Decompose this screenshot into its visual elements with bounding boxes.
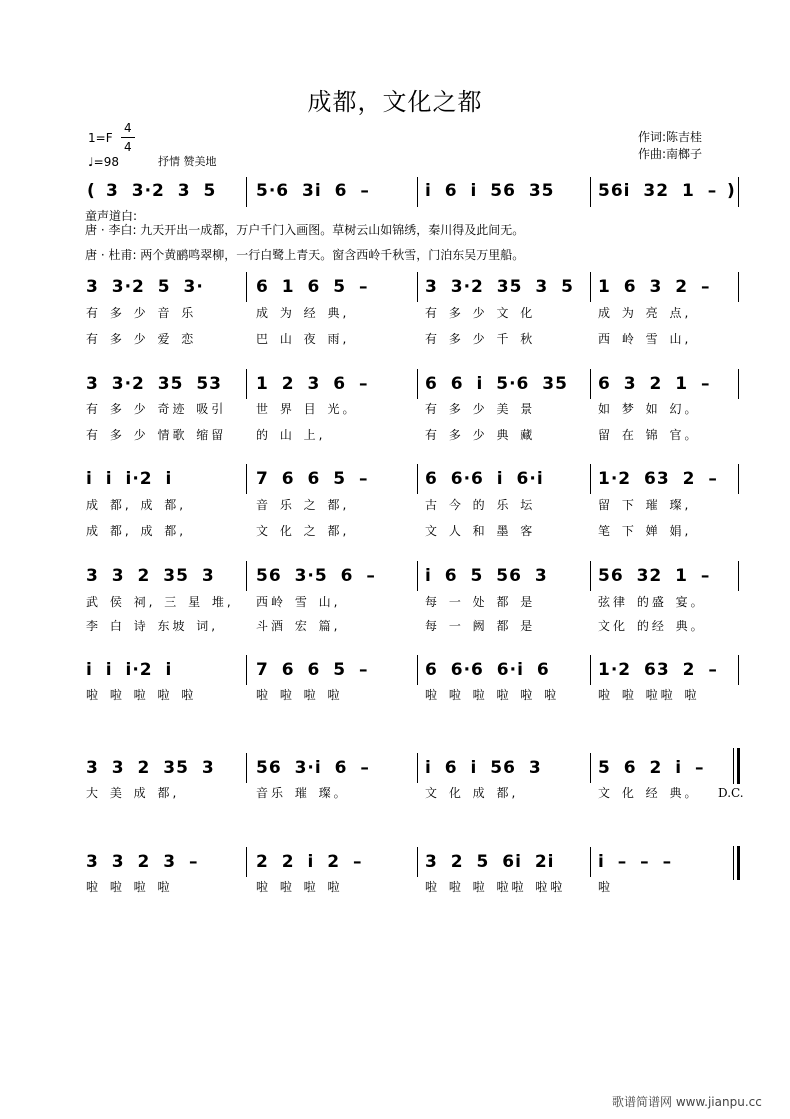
barline bbox=[590, 753, 591, 783]
final-barline-thin bbox=[733, 846, 734, 880]
lyric: 音乐 璀 璨。 bbox=[256, 786, 349, 800]
measure: i 6 5 56 3 bbox=[425, 566, 548, 586]
lyric: 西 岭 雪 山, bbox=[598, 332, 692, 346]
lyric: 斗酒 宏 篇, bbox=[256, 619, 341, 633]
measure: 6 6 i 5·6 35 bbox=[425, 374, 568, 394]
narration-line: 唐 · 李白: 九天开出一成都，万户千门入画图。草树云山如锦绣，秦川得及此间无。 bbox=[85, 223, 525, 237]
lyric: 音 乐 之 都, bbox=[256, 498, 350, 512]
measure: 3 2 5 6i 2i bbox=[425, 852, 555, 872]
lyric: 古 今 的 乐 坛 bbox=[425, 498, 536, 512]
time-signature-bottom: 4 bbox=[124, 140, 132, 154]
lyric: 啦 啦 啦 啦 bbox=[256, 688, 343, 702]
measure: 56 3·5 6 – bbox=[256, 566, 376, 586]
intro-measure-4: 56i 32 1 – bbox=[598, 181, 718, 201]
barline bbox=[417, 655, 418, 685]
lyric: 文 化 经 典。 bbox=[598, 786, 700, 800]
barline bbox=[417, 464, 418, 494]
intro-measure-3: i 6 i 56 35 bbox=[425, 181, 555, 201]
barline bbox=[246, 272, 247, 302]
final-barline-thin bbox=[733, 748, 734, 784]
barline bbox=[417, 561, 418, 591]
lyric: 每 一 处 都 是 bbox=[425, 595, 536, 609]
barline bbox=[590, 655, 591, 685]
measure: 56 3·i 6 – bbox=[256, 758, 370, 778]
key-signature: 1=F bbox=[88, 131, 113, 145]
measure: 7 6 6 5 – bbox=[256, 469, 369, 489]
barline bbox=[590, 177, 591, 207]
lyric: 文 化 之 都, bbox=[256, 524, 350, 538]
lyric: 啦 啦 啦 啦 bbox=[86, 880, 173, 894]
barline bbox=[246, 464, 247, 494]
lyric: 啦 啦 啦 啦啦 啦啦 bbox=[425, 880, 566, 894]
measure: 6 6·6 6·i 6 bbox=[425, 660, 550, 680]
measure: 1 6 3 2 – bbox=[598, 277, 711, 297]
lyric: 如 梦 如 幻。 bbox=[598, 402, 700, 416]
measure: 6 3 2 1 – bbox=[598, 374, 711, 394]
barline bbox=[417, 177, 418, 207]
lyric: 文化 的经 典。 bbox=[598, 619, 706, 633]
measure: 2 2 i 2 – bbox=[256, 852, 363, 872]
lyric: 成 都, 成 都, bbox=[86, 498, 187, 512]
narration-line: 童声道白: bbox=[85, 209, 138, 223]
barline bbox=[738, 655, 739, 685]
composer: 作曲:南榔子 bbox=[638, 147, 703, 161]
final-barline-thick bbox=[737, 846, 740, 880]
lyric: 有 多 少 爱 恋 bbox=[86, 332, 197, 346]
final-barline-thick bbox=[737, 748, 740, 784]
lyricist: 作词:陈吉桂 bbox=[638, 130, 703, 144]
lyric: 留 下 璀 璨, bbox=[598, 498, 692, 512]
measure: 3 3 2 35 3 bbox=[86, 566, 215, 586]
lyric: 每 一 阙 都 是 bbox=[425, 619, 536, 633]
measure: 56 32 1 – bbox=[598, 566, 711, 586]
barline bbox=[246, 847, 247, 877]
barline bbox=[246, 753, 247, 783]
barline bbox=[246, 655, 247, 685]
barline bbox=[417, 753, 418, 783]
measure: i 6 i 56 3 bbox=[425, 758, 542, 778]
watermark: 歌谱简谱网 www.jianpu.cc bbox=[612, 1095, 762, 1109]
narration-line: 唐 · 杜甫: 两个黄鹂鸣翠柳，一行白鹭上青天。窗含西岭千秋雪，门泊东吴万里船。 bbox=[85, 248, 525, 262]
da-capo-mark: D.C. bbox=[718, 786, 744, 800]
measure: 6 6·6 i 6·i bbox=[425, 469, 544, 489]
lyric: 武 侯 祠, 三 星 堆, bbox=[86, 595, 234, 609]
lyric: 西岭 雪 山, bbox=[256, 595, 341, 609]
barline bbox=[590, 272, 591, 302]
measure: 3 3 2 35 3 bbox=[86, 758, 215, 778]
measure: 6 1 6 5 – bbox=[256, 277, 369, 297]
barline bbox=[590, 369, 591, 399]
time-signature-line bbox=[121, 137, 135, 138]
barline bbox=[738, 177, 739, 207]
barline bbox=[417, 369, 418, 399]
time-signature-top: 4 bbox=[124, 121, 132, 135]
lyric: 有 多 少 音 乐 bbox=[86, 306, 197, 320]
expression-mark: 抒情 赞美地 bbox=[158, 155, 217, 168]
measure: 7 6 6 5 – bbox=[256, 660, 369, 680]
lyric: 成 都, 成 都, bbox=[86, 524, 187, 538]
measure: 5 6 2 i – bbox=[598, 758, 705, 778]
measure: 3 3·2 35 53 bbox=[86, 374, 223, 394]
barline bbox=[417, 847, 418, 877]
barline bbox=[246, 177, 247, 207]
barline bbox=[590, 847, 591, 877]
page-title: 成都，文化之都 bbox=[307, 88, 483, 116]
barline bbox=[738, 272, 739, 302]
measure: i i i·2 i bbox=[86, 469, 173, 489]
lyric: 啦 啦 啦啦 啦 bbox=[598, 688, 700, 702]
barline bbox=[738, 369, 739, 399]
intro-open-paren: ( bbox=[87, 181, 96, 201]
lyric: 有 多 少 文 化 bbox=[425, 306, 536, 320]
lyric: 弦律 的盛 宴。 bbox=[598, 595, 706, 609]
lyric: 有 多 少 情歌 缩留 bbox=[86, 428, 227, 442]
lyric: 成 为 经 典, bbox=[256, 306, 350, 320]
lyric: 啦 啦 啦 啦 啦 bbox=[86, 688, 197, 702]
measure: 1·2 63 2 – bbox=[598, 469, 718, 489]
measure: 1 2 3 6 – bbox=[256, 374, 369, 394]
lyric: 笔 下 婵 娟, bbox=[598, 524, 692, 538]
lyric: 大 美 成 都, bbox=[86, 786, 180, 800]
lyric: 有 多 少 千 秋 bbox=[425, 332, 536, 346]
measure: 3 3 2 3 – bbox=[86, 852, 199, 872]
measure: 3 3·2 35 3 5 bbox=[425, 277, 574, 297]
lyric: 有 多 少 奇迹 吸引 bbox=[86, 402, 227, 416]
barline bbox=[246, 561, 247, 591]
barline bbox=[246, 369, 247, 399]
lyric: 文 化 成 都, bbox=[425, 786, 519, 800]
intro-measure-1: 3 3·2 3 5 bbox=[106, 181, 217, 201]
lyric: 有 多 少 美 景 bbox=[425, 402, 536, 416]
barline bbox=[738, 561, 739, 591]
intro-measure-2: 5·6 3i 6 – bbox=[256, 181, 370, 201]
measure: 1·2 63 2 – bbox=[598, 660, 718, 680]
measure: i i i·2 i bbox=[86, 660, 173, 680]
lyric: 巴 山 夜 雨, bbox=[256, 332, 350, 346]
lyric: 的 山 上, bbox=[256, 428, 326, 442]
barline bbox=[738, 464, 739, 494]
intro-close-paren: ) bbox=[727, 181, 736, 201]
measure: i – – – bbox=[598, 852, 673, 872]
lyric: 啦 bbox=[598, 880, 614, 894]
barline bbox=[417, 272, 418, 302]
tempo-mark: ♩=98 bbox=[88, 155, 119, 169]
lyric: 啦 啦 啦 啦 啦 啦 bbox=[425, 688, 560, 702]
lyric: 成 为 亮 点, bbox=[598, 306, 692, 320]
lyric: 世 界 目 光。 bbox=[256, 402, 358, 416]
measure: 3 3·2 5 3· bbox=[86, 277, 204, 297]
lyric: 有 多 少 典 藏 bbox=[425, 428, 536, 442]
lyric: 李 白 诗 东坡 词, bbox=[86, 619, 219, 633]
lyric: 留 在 锦 官。 bbox=[598, 428, 700, 442]
barline bbox=[590, 464, 591, 494]
lyric: 文 人 和 墨 客 bbox=[425, 524, 536, 538]
barline bbox=[590, 561, 591, 591]
lyric: 啦 啦 啦 啦 bbox=[256, 880, 343, 894]
